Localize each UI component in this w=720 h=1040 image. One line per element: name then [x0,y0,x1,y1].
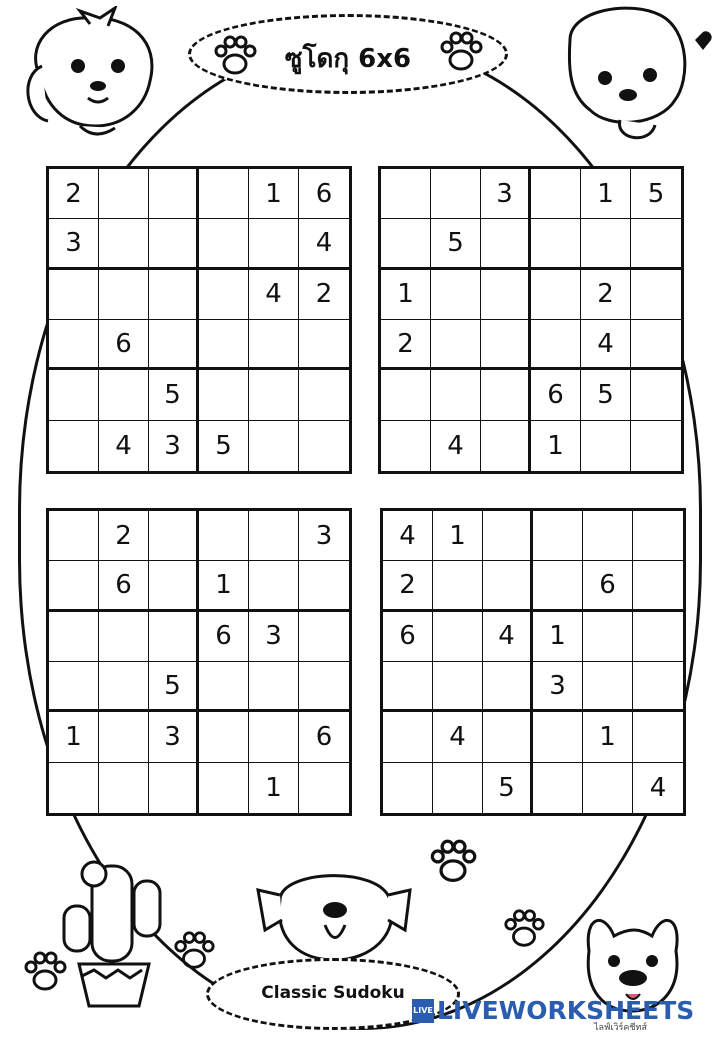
sudoku-cell: 3 [49,219,99,269]
sudoku-grid-1 [46,166,352,474]
sudoku-cell[interactable] [149,612,199,662]
sudoku-cell: 5 [483,763,533,813]
sudoku-cell[interactable] [299,421,349,471]
sudoku-cell[interactable] [633,511,683,561]
sudoku-cell[interactable] [583,763,633,813]
sudoku-cell[interactable] [631,421,681,471]
sudoku-grid-3 [46,508,352,816]
sudoku-cell[interactable] [249,561,299,611]
sudoku-cell[interactable] [199,712,249,762]
puppy-top-left-icon [20,6,170,146]
sudoku-cell[interactable] [249,421,299,471]
sudoku-cell[interactable] [531,270,581,320]
sudoku-cell[interactable] [199,662,249,712]
logo-badge: LIVE [412,999,434,1023]
sudoku-cell[interactable] [381,169,431,219]
sudoku-cell: 4 [431,421,481,471]
sudoku-cell[interactable] [49,320,99,370]
sudoku-cell[interactable] [199,511,249,561]
puppy-top-right-icon [540,0,720,150]
sudoku-cell[interactable] [149,270,199,320]
sudoku-cell: 3 [149,421,199,471]
liveworksheets-logo[interactable] [412,996,694,1025]
sudoku-cell: 6 [383,612,433,662]
sudoku-cell[interactable] [633,712,683,762]
sudoku-cell[interactable] [299,561,349,611]
sudoku-cell: 1 [199,561,249,611]
sudoku-cell[interactable] [381,219,431,269]
sudoku-cell[interactable] [199,763,249,813]
sudoku-cell[interactable] [249,712,299,762]
sudoku-cell: 6 [299,169,349,219]
logo-text: LIVEWORKSHEETS [437,996,695,1025]
sudoku-cell[interactable] [49,662,99,712]
sudoku-cell[interactable] [483,511,533,561]
sudoku-cell[interactable] [49,612,99,662]
sudoku-cell[interactable] [99,712,149,762]
sudoku-cell[interactable] [581,219,631,269]
sudoku-cell[interactable] [149,763,199,813]
sudoku-cell: 3 [249,612,299,662]
sudoku-cell: 2 [581,270,631,320]
sudoku-cell[interactable] [299,370,349,420]
logo-subtext: ไลฟ์เวิร์คชีทส์ [594,1023,647,1033]
sudoku-cell: 4 [249,270,299,320]
sudoku-cell[interactable] [149,320,199,370]
sudoku-cell[interactable] [531,320,581,370]
sudoku-cell[interactable] [49,370,99,420]
sudoku-cell[interactable] [149,169,199,219]
sudoku-cell: 1 [381,270,431,320]
sudoku-cell[interactable] [483,712,533,762]
sudoku-cell[interactable] [383,662,433,712]
sudoku-cell[interactable] [199,219,249,269]
sudoku-cell[interactable] [483,662,533,712]
sudoku-cell: 5 [431,219,481,269]
sudoku-cell: 1 [583,712,633,762]
sudoku-cell[interactable] [631,370,681,420]
puppy-bottom-icon [250,860,420,970]
sudoku-cell[interactable] [49,511,99,561]
sudoku-cell[interactable] [583,662,633,712]
sudoku-cell[interactable] [433,612,483,662]
sudoku-cell[interactable] [481,270,531,320]
sudoku-cell: 1 [249,169,299,219]
sudoku-cell[interactable] [299,763,349,813]
sudoku-cell: 1 [433,511,483,561]
sudoku-cell[interactable] [99,219,149,269]
sudoku-cell[interactable] [99,612,149,662]
page-title: ซูโดกุ 6x6 [284,44,412,74]
sudoku-cell[interactable] [383,763,433,813]
sudoku-cell[interactable] [249,219,299,269]
sudoku-cell[interactable] [583,511,633,561]
sudoku-cell[interactable] [481,370,531,420]
sudoku-cell: 5 [149,662,199,712]
sudoku-cell: 4 [581,320,631,370]
sudoku-cell[interactable] [481,320,531,370]
sudoku-cell[interactable] [533,561,583,611]
sudoku-cell[interactable] [431,370,481,420]
sudoku-cell[interactable] [633,612,683,662]
sudoku-cell[interactable] [433,763,483,813]
sudoku-cell: 6 [583,561,633,611]
sudoku-cell[interactable] [49,561,99,611]
sudoku-cell: 2 [299,270,349,320]
sudoku-cell: 1 [581,169,631,219]
paw-print-icon [22,950,68,996]
sudoku-cell[interactable] [149,561,199,611]
paw-print-icon [502,908,546,952]
sudoku-cell: 1 [49,712,99,762]
sudoku-cell: 3 [481,169,531,219]
sudoku-cell: 4 [383,511,433,561]
sudoku-cell[interactable] [299,612,349,662]
sudoku-cell[interactable] [199,320,249,370]
sudoku-cell[interactable] [431,169,481,219]
sudoku-cell[interactable] [49,763,99,813]
sudoku-cell[interactable] [531,169,581,219]
sudoku-grid-4 [380,508,686,816]
sudoku-cell[interactable] [633,561,683,611]
sudoku-cell[interactable] [299,320,349,370]
sudoku-cell[interactable] [99,270,149,320]
sudoku-cell: 3 [299,511,349,561]
sudoku-cell[interactable] [481,219,531,269]
sudoku-cell: 6 [531,370,581,420]
sudoku-cell[interactable] [631,270,681,320]
sudoku-cell: 5 [581,370,631,420]
sudoku-cell[interactable] [99,662,149,712]
sudoku-cell: 2 [383,561,433,611]
sudoku-cell[interactable] [249,511,299,561]
sudoku-cell[interactable] [633,662,683,712]
sudoku-cell: 3 [149,712,199,762]
sudoku-cell[interactable] [149,219,199,269]
sudoku-cell[interactable] [433,561,483,611]
sudoku-cell[interactable] [583,612,633,662]
sudoku-cell[interactable] [531,219,581,269]
cactus-icon [54,846,174,1016]
sudoku-cell: 5 [149,370,199,420]
sudoku-cell: 2 [381,320,431,370]
sudoku-cell: 2 [49,169,99,219]
sudoku-cell[interactable] [99,763,149,813]
sudoku-cell[interactable] [533,763,583,813]
sudoku-cell: 4 [649,772,667,803]
sudoku-cell[interactable] [533,511,583,561]
sudoku-cell[interactable] [249,662,299,712]
sudoku-cell[interactable] [481,421,531,471]
sudoku-cell[interactable] [483,561,533,611]
sudoku-cell: 5 [631,169,681,219]
sudoku-cell: 6 [99,320,149,370]
sudoku-cell[interactable] [249,320,299,370]
paw-print-icon [172,930,216,974]
sudoku-cell: 6 [299,712,349,762]
sudoku-cell: 4 [483,612,533,662]
sudoku-cell: 4 [299,219,349,269]
sudoku-cell[interactable] [149,511,199,561]
sudoku-grid-2 [378,166,684,474]
sudoku-cell[interactable] [533,712,583,762]
sudoku-cell[interactable] [49,421,99,471]
sudoku-cell[interactable] [249,370,299,420]
sudoku-cell: 1 [531,421,581,471]
sudoku-cell: 1 [249,763,299,813]
sudoku-cell[interactable] [631,320,681,370]
sudoku-cell[interactable] [631,219,681,269]
sudoku-cell: 1 [533,612,583,662]
sudoku-cell: 5 [199,421,249,471]
sudoku-cell[interactable] [99,169,149,219]
sudoku-cell: 2 [99,511,149,561]
sudoku-cell[interactable] [199,169,249,219]
sudoku-cell[interactable] [581,421,631,471]
sudoku-cell: 6 [199,612,249,662]
sudoku-cell: 6 [99,561,149,611]
sudoku-cell[interactable] [199,270,249,320]
sudoku-cell[interactable] [433,662,483,712]
paw-print-icon [428,838,478,888]
sudoku-cell[interactable] [381,370,431,420]
sudoku-cell[interactable] [99,370,149,420]
sudoku-cell[interactable] [383,712,433,762]
sudoku-cell[interactable] [199,370,249,420]
sudoku-cell[interactable] [431,270,481,320]
sudoku-cell[interactable] [299,662,349,712]
sudoku-cell: 3 [533,662,583,712]
sudoku-cell: 4 [433,712,483,762]
footer-title: Classic Sudoku [261,983,405,1003]
sudoku-cell[interactable] [431,320,481,370]
sudoku-cell[interactable] [381,421,431,471]
sudoku-cell: 4 [99,421,149,471]
sudoku-cell[interactable] [49,270,99,320]
